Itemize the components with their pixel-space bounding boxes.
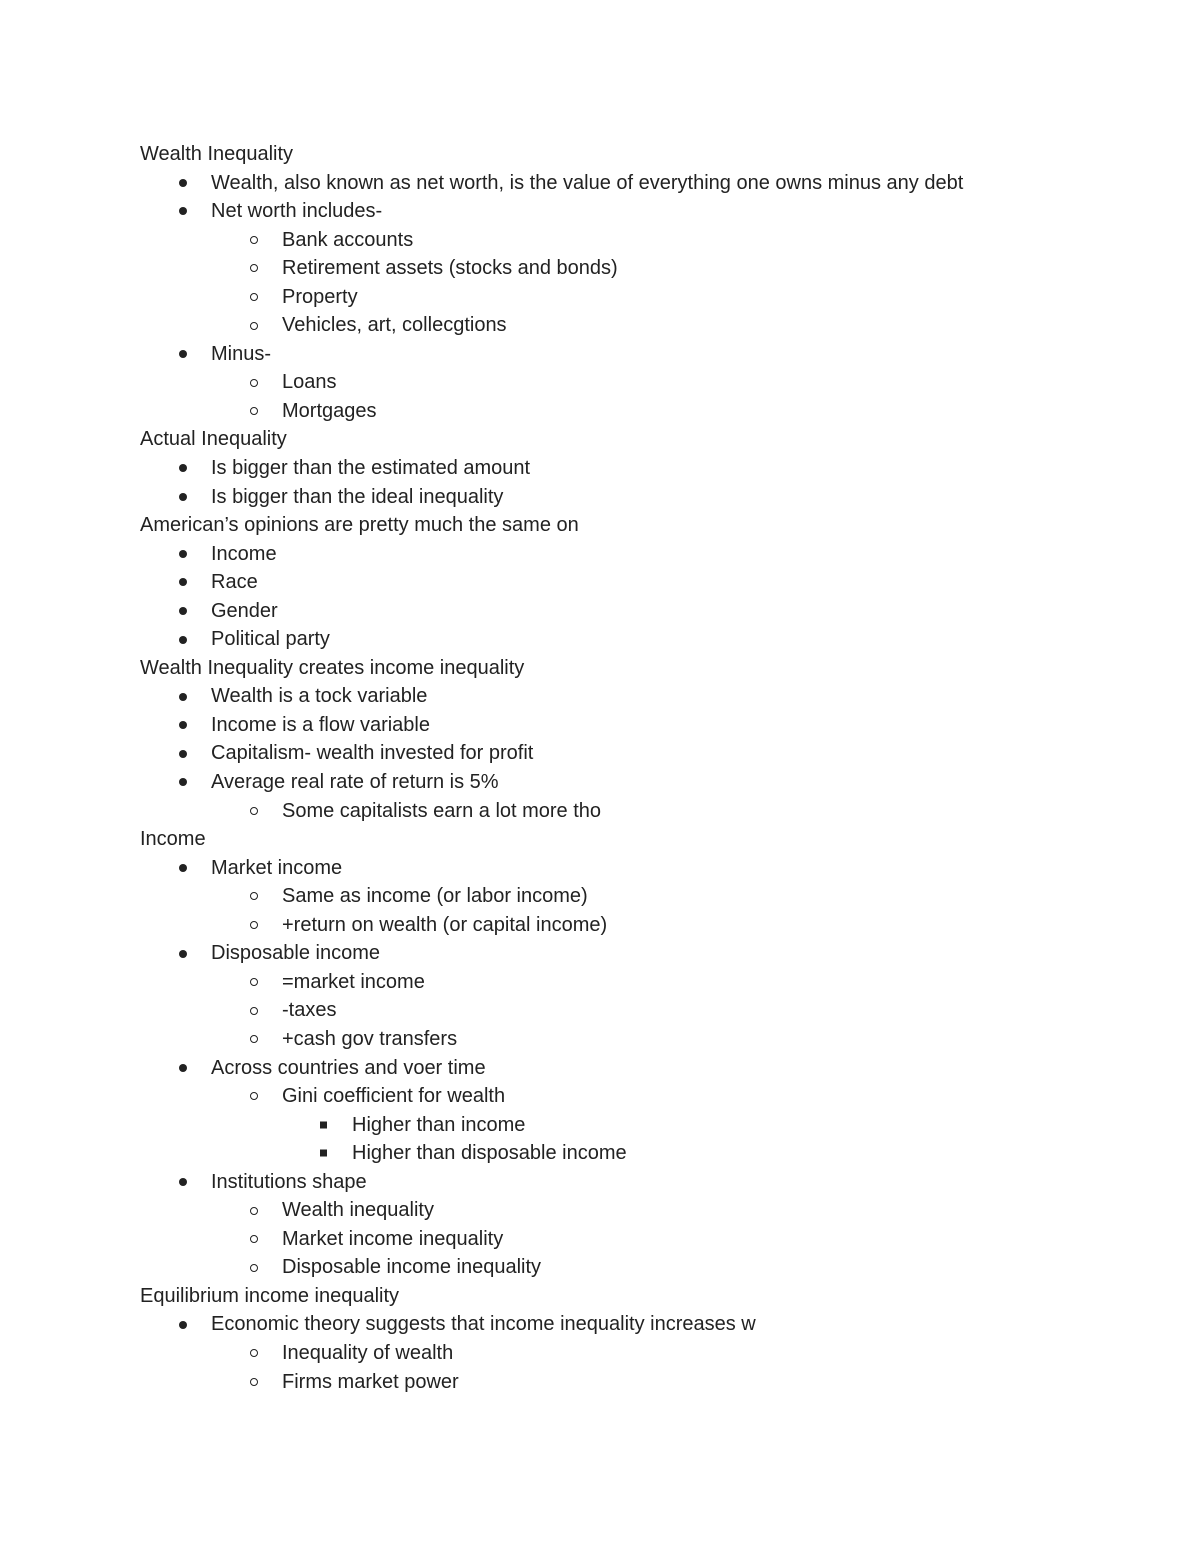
item-text: Wealth is a tock variable bbox=[211, 685, 428, 708]
bullet-circle-icon bbox=[250, 379, 258, 387]
list-item bbox=[140, 1310, 1140, 1339]
bullet-disc-icon bbox=[179, 464, 187, 472]
heading-text: Wealth Inequality bbox=[140, 143, 294, 165]
list-item bbox=[140, 1253, 1140, 1282]
bullet-circle-icon bbox=[250, 1007, 258, 1015]
bullet-disc-icon bbox=[179, 550, 187, 558]
item-text: Market income inequality bbox=[282, 1227, 504, 1250]
item-text: Minus- bbox=[211, 342, 272, 365]
item-text: Bank accounts bbox=[282, 228, 414, 251]
list-item bbox=[140, 797, 1140, 826]
bullet-circle-icon bbox=[250, 1035, 258, 1043]
list-item bbox=[140, 1082, 1140, 1111]
list-item bbox=[140, 625, 1140, 654]
item-text: Net worth includes- bbox=[211, 200, 383, 223]
list-item bbox=[140, 1339, 1140, 1368]
item-text: Retirement assets (stocks and bonds) bbox=[282, 257, 618, 280]
list-item bbox=[140, 1139, 1140, 1168]
bullet-disc-icon bbox=[179, 578, 187, 586]
list-item bbox=[140, 254, 1140, 283]
section-heading bbox=[140, 1282, 1140, 1311]
bullet-circle-icon bbox=[250, 1092, 258, 1100]
item-text: Political party bbox=[211, 628, 330, 651]
bullet-disc-icon bbox=[179, 950, 187, 958]
item-text: Average real rate of return is 5% bbox=[211, 771, 499, 794]
bullet-disc-icon bbox=[179, 1321, 187, 1329]
bullet-square-icon bbox=[320, 1150, 327, 1157]
item-text: Institutions shape bbox=[211, 1170, 367, 1193]
item-text: Income bbox=[211, 542, 277, 565]
list-item bbox=[140, 1196, 1140, 1225]
list-item bbox=[140, 483, 1140, 512]
list-item bbox=[140, 1368, 1140, 1397]
bullet-disc-icon bbox=[179, 636, 187, 644]
bullet-circle-icon bbox=[250, 892, 258, 900]
heading-text: Income bbox=[140, 828, 206, 851]
section-heading bbox=[140, 825, 1140, 854]
list-item bbox=[140, 169, 1140, 198]
list-item bbox=[140, 1054, 1140, 1083]
item-text: Gini coefficient for wealth bbox=[282, 1085, 506, 1108]
bullet-circle-icon bbox=[250, 1264, 258, 1272]
section-heading bbox=[140, 511, 1140, 540]
item-text: =market income bbox=[282, 970, 425, 993]
heading-text: Equilibrium income inequality bbox=[140, 1284, 400, 1307]
item-text: Wealth inequality bbox=[282, 1199, 434, 1222]
list-item bbox=[140, 368, 1140, 397]
list-item bbox=[140, 568, 1140, 597]
bullet-disc-icon bbox=[179, 1064, 187, 1072]
bullet-circle-icon bbox=[250, 1378, 258, 1386]
list-item bbox=[140, 711, 1140, 740]
bullet-circle-icon bbox=[250, 264, 258, 272]
document-body bbox=[140, 140, 1140, 1396]
list-item bbox=[140, 882, 1140, 911]
bullet-disc-icon bbox=[179, 778, 187, 786]
bullet-disc-icon bbox=[179, 207, 187, 215]
heading-text: Wealth Inequality creates income inequality bbox=[140, 656, 525, 679]
item-text: Is bigger than the estimated amount bbox=[211, 457, 531, 480]
list-item bbox=[140, 1025, 1140, 1054]
item-text: Disposable income inequality bbox=[282, 1256, 542, 1279]
list-item bbox=[140, 540, 1140, 569]
item-text: Is bigger than the ideal inequality bbox=[211, 485, 504, 508]
item-text: Income is a flow variable bbox=[211, 713, 430, 736]
item-text: Some capitalists earn a lot more tho bbox=[282, 799, 602, 822]
bullet-circle-icon bbox=[250, 293, 258, 301]
item-text: -taxes bbox=[282, 999, 337, 1022]
bullet-circle-icon bbox=[250, 236, 258, 244]
bullet-disc-icon bbox=[179, 721, 187, 729]
section-heading bbox=[140, 654, 1140, 683]
list-item bbox=[140, 968, 1140, 997]
item-text: Capitalism- wealth invested for profit bbox=[211, 742, 534, 765]
item-text: Race bbox=[211, 571, 258, 594]
item-text: Loans bbox=[282, 371, 337, 394]
item-text: Higher than disposable income bbox=[352, 1142, 627, 1165]
item-text: Vehicles, art, collecgtions bbox=[282, 314, 507, 337]
list-item bbox=[140, 197, 1140, 226]
bullet-square-icon bbox=[320, 1121, 327, 1128]
list-item bbox=[140, 911, 1140, 940]
list-item bbox=[140, 996, 1140, 1025]
list-item bbox=[140, 311, 1140, 340]
item-text: +return on wealth (or capital income) bbox=[282, 913, 608, 936]
bullet-circle-icon bbox=[250, 1349, 258, 1357]
list-item bbox=[140, 283, 1140, 312]
item-text: Mortgages bbox=[282, 399, 377, 422]
bullet-circle-icon bbox=[250, 407, 258, 415]
item-text: Disposable income bbox=[211, 942, 380, 965]
list-item bbox=[140, 1111, 1140, 1140]
bullet-circle-icon bbox=[250, 807, 258, 815]
bullet-disc-icon bbox=[179, 350, 187, 358]
section-heading bbox=[140, 425, 1140, 454]
heading-text: American’s opinions are pretty much the same on bbox=[140, 514, 579, 537]
bullet-disc-icon bbox=[179, 693, 187, 701]
bullet-circle-icon bbox=[250, 921, 258, 929]
bullet-disc-icon bbox=[179, 607, 187, 615]
list-item bbox=[140, 682, 1140, 711]
item-text: Economic theory suggests that income inequality increases w bbox=[211, 1313, 756, 1336]
bullet-disc-icon bbox=[179, 864, 187, 872]
item-text: Same as income (or labor income) bbox=[282, 885, 588, 908]
bullet-circle-icon bbox=[250, 978, 258, 986]
bullet-circle-icon bbox=[250, 322, 258, 330]
list-item bbox=[140, 397, 1140, 426]
bullet-disc-icon bbox=[179, 179, 187, 187]
item-text: Gender bbox=[211, 599, 278, 622]
bullet-circle-icon bbox=[250, 1207, 258, 1215]
list-item bbox=[140, 454, 1140, 483]
item-text: Wealth, also known as net worth, is the value of everything one owns minus any debt bbox=[211, 171, 964, 194]
bullet-disc-icon bbox=[179, 493, 187, 501]
list-item bbox=[140, 597, 1140, 626]
item-text: Market income bbox=[211, 856, 343, 879]
bullet-disc-icon bbox=[179, 1178, 187, 1186]
heading-text: Actual Inequality bbox=[140, 428, 287, 451]
item-text: Firms market power bbox=[282, 1370, 459, 1393]
item-text: Property bbox=[282, 285, 358, 308]
list-item bbox=[140, 1225, 1140, 1254]
list-item bbox=[140, 939, 1140, 968]
item-text: +cash gov transfers bbox=[282, 1027, 458, 1050]
bullet-circle-icon bbox=[250, 1235, 258, 1243]
list-item bbox=[140, 739, 1140, 768]
list-item bbox=[140, 226, 1140, 255]
list-item bbox=[140, 854, 1140, 883]
list-item bbox=[140, 1168, 1140, 1197]
list-item bbox=[140, 768, 1140, 797]
item-text: Inequality of wealth bbox=[282, 1341, 454, 1364]
list-item bbox=[140, 340, 1140, 369]
section-heading bbox=[140, 140, 1140, 169]
bullet-disc-icon bbox=[179, 750, 187, 758]
item-text: Higher than income bbox=[352, 1113, 526, 1136]
item-text: Across countries and voer time bbox=[211, 1056, 486, 1079]
